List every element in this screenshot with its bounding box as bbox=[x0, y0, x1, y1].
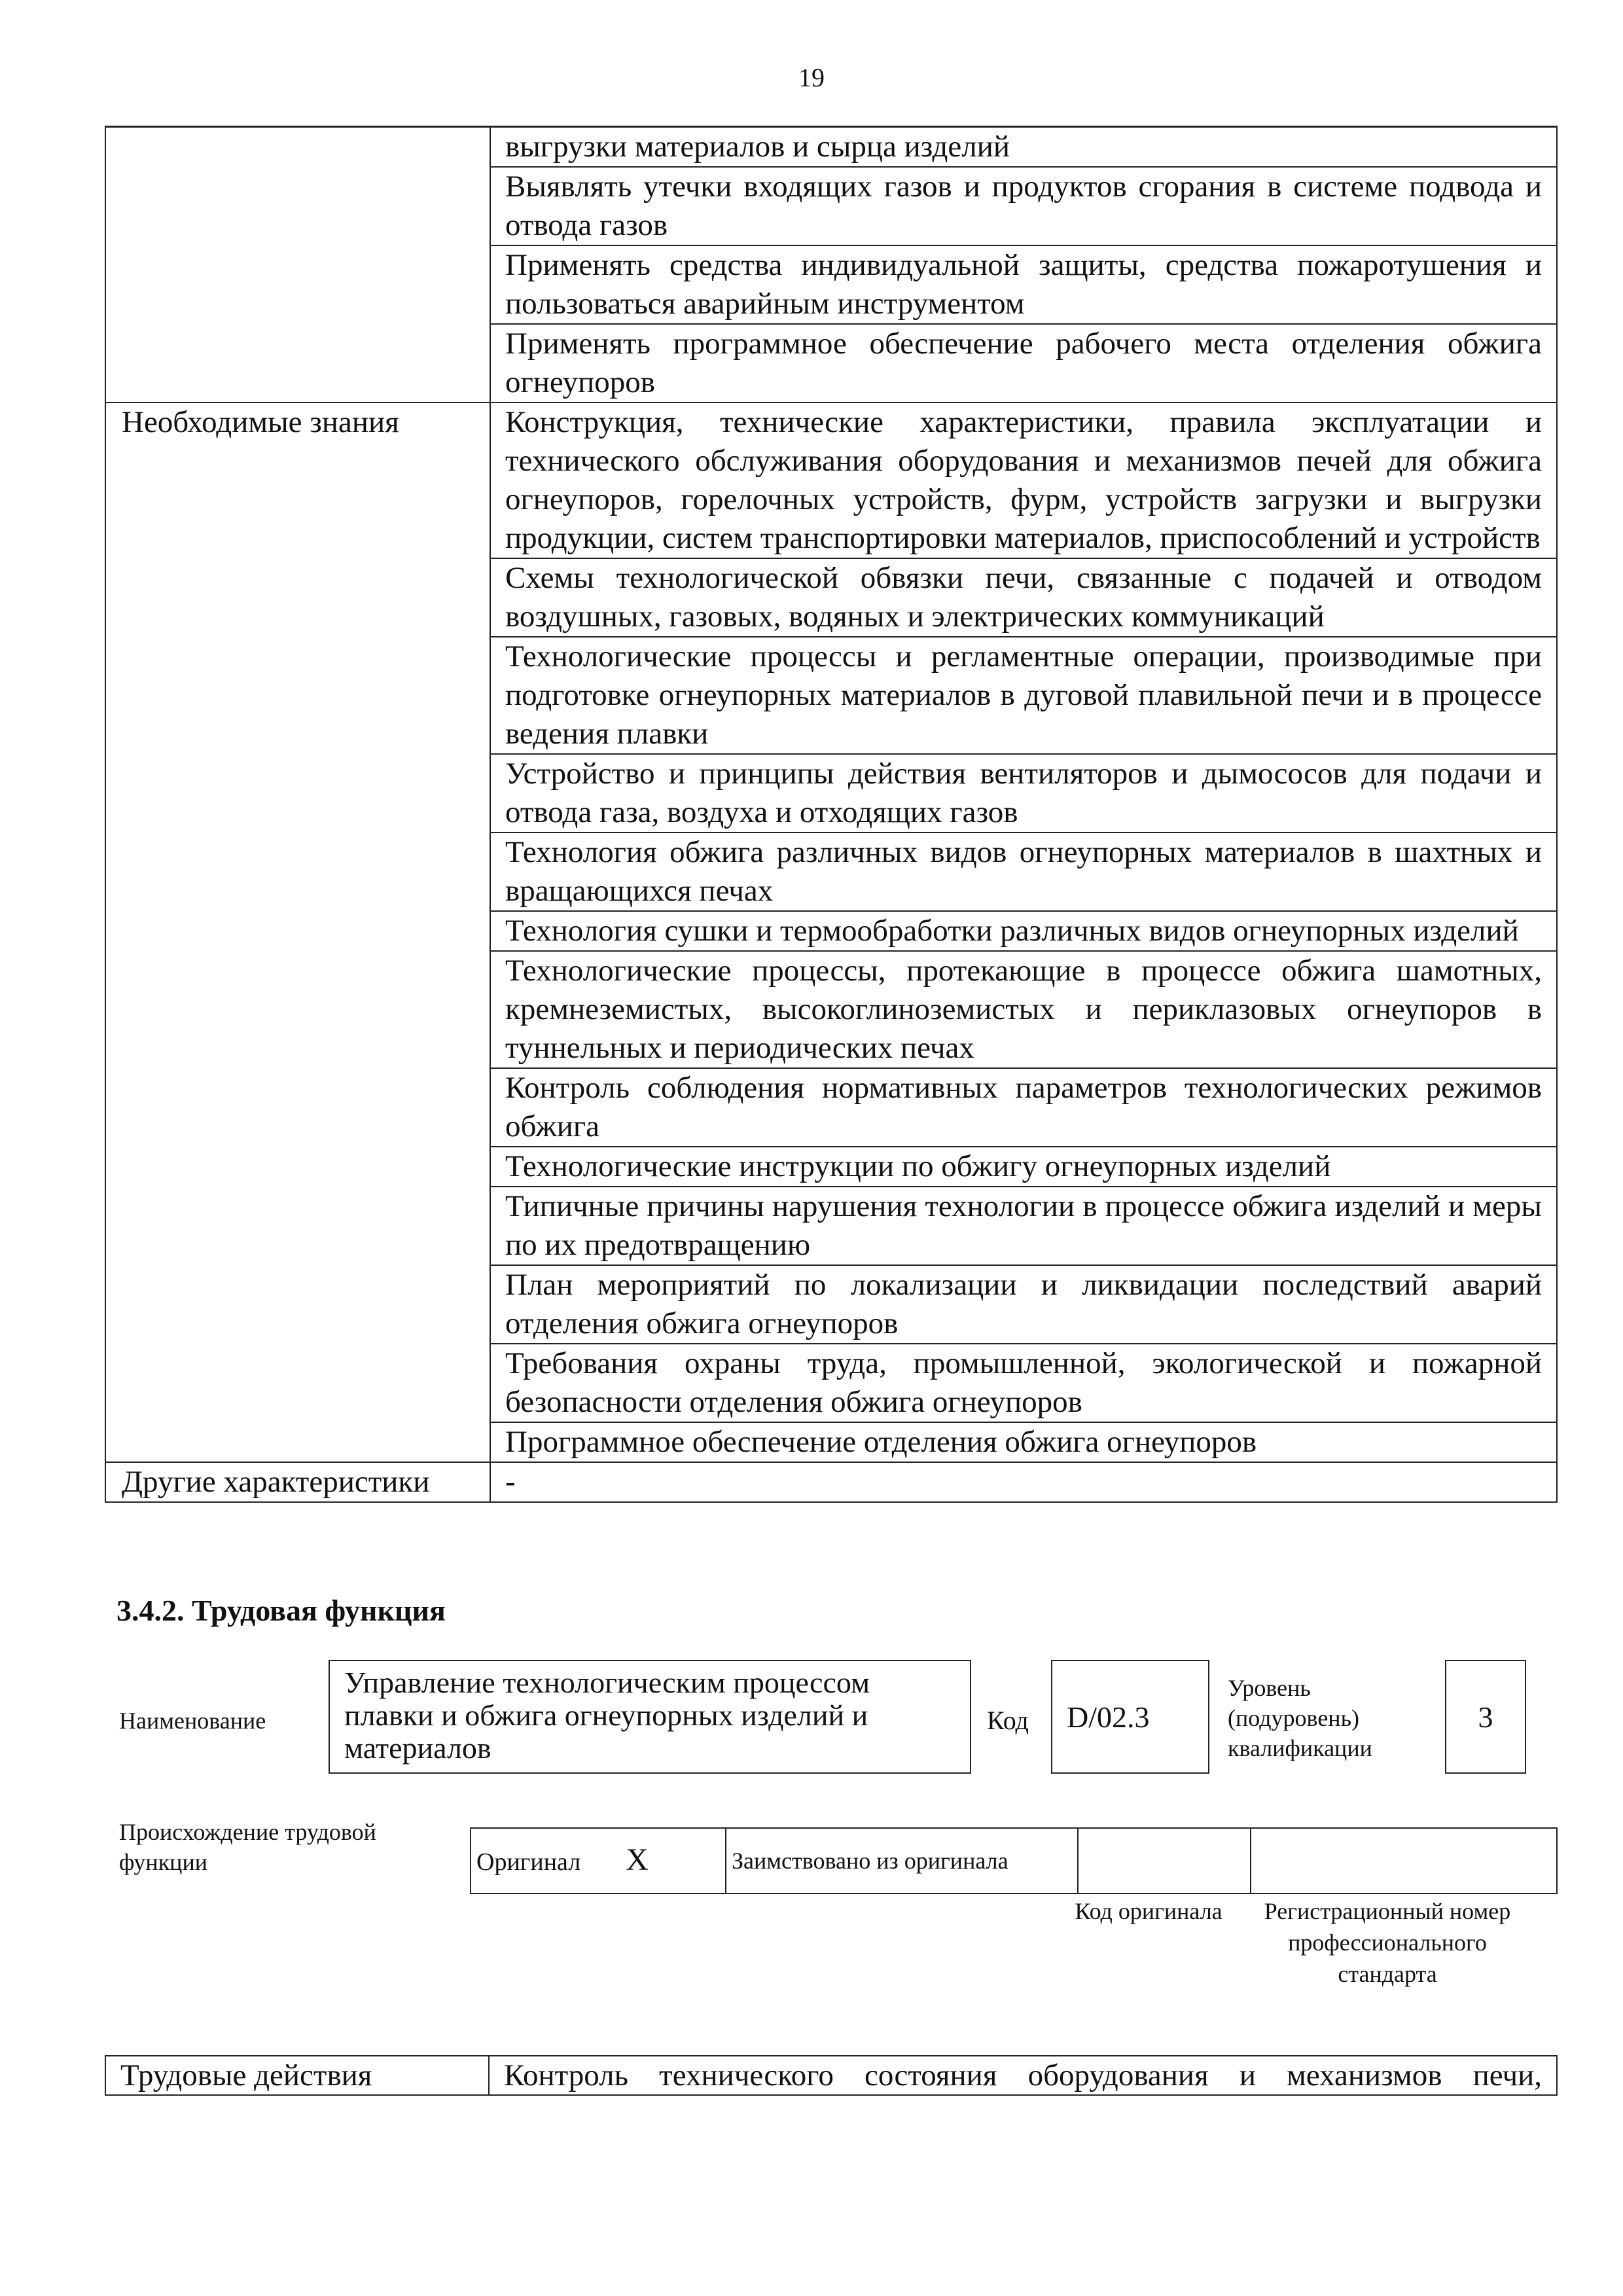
knowledge-item: Технологические процессы, протекающие в процессе обжига шамотных, кремнеземистых, высокоглиноземистых и периклазовых огнеупоров в туннельных и периодических печах bbox=[490, 951, 1557, 1068]
skills-label-cell bbox=[105, 127, 490, 403]
skill-item: выгрузки материалов и сырца изделий bbox=[490, 127, 1557, 168]
code-value-box bbox=[1051, 1660, 1209, 1774]
registration-number-cell bbox=[1251, 1828, 1557, 1893]
code-caption: Код оригинала bbox=[1075, 1898, 1222, 1924]
knowledge-item: План мероприятий по локализации и ликвидации последствий аварий отделения обжига огнеупоров bbox=[490, 1265, 1557, 1344]
original-mark: X bbox=[626, 1842, 649, 1877]
knowledge-item: Типичные причины нарушения технологии в процессе обжига изделий и меры по их предотвращению bbox=[490, 1187, 1557, 1265]
knowledge-item: Технология сушки и термообработки различных видов огнеупорных изделий bbox=[490, 911, 1557, 951]
labor-actions-label: Трудовые действия bbox=[105, 2056, 489, 2095]
knowledge-item: Технологические процессы и регламентные операции, производимые при подготовке огнеупорных материалов в дуговой плавильной печи и в процессе ведения плавки bbox=[490, 637, 1557, 754]
code-label: Код bbox=[987, 1706, 1029, 1735]
name-label: Наименование bbox=[119, 1708, 266, 1734]
other-characteristics-value: - bbox=[490, 1462, 1557, 1502]
knowledge-item: Требования охраны труда, промышленной, экологической и пожарной безопасности отделения обжига огнеупоров bbox=[490, 1344, 1557, 1422]
knowledge-item: Конструкция, технические характеристики, правила эксплуатации и технического обслуживания оборудования и механизмов печей для обжига огнеупоров, горелочных устройств, фурм, устройств загрузки и выгрузки продукции, систем транспортировки материалов, приспособлений и устройств bbox=[490, 403, 1557, 558]
skill-item: Применять программное обеспечение рабочего места отделения обжига огнеупоров bbox=[490, 324, 1557, 403]
section-heading: 3.4.2. Трудовая функция bbox=[116, 1594, 446, 1627]
labor-action-item: Контроль технического состояния оборудования и механизмов печи, bbox=[489, 2056, 1557, 2095]
labor-actions-table bbox=[105, 2055, 1558, 2096]
requirements-table bbox=[105, 126, 1558, 1503]
borrowed-label: Заимствовано из оригинала bbox=[726, 1828, 1078, 1893]
original-cell bbox=[471, 1828, 726, 1893]
level-value: 3 bbox=[1478, 1700, 1493, 1734]
qualification-level-label: Уровень (подуровень) квалификации bbox=[1228, 1675, 1372, 1761]
table-row bbox=[105, 2056, 1557, 2095]
level-value-box bbox=[1445, 1660, 1526, 1774]
code-value: D/02.3 bbox=[1067, 1700, 1150, 1734]
origin-table bbox=[470, 1827, 1558, 1894]
table-row bbox=[105, 1462, 1557, 1502]
knowledge-item: Контроль соблюдения нормативных параметров технологических режимов обжига bbox=[490, 1068, 1557, 1147]
function-name-box bbox=[329, 1660, 971, 1774]
registration-caption: Регистрационный номер профессионального стандарта bbox=[1264, 1898, 1511, 1987]
table-row bbox=[105, 127, 1557, 168]
skill-item: Выявлять утечки входящих газов и продуктов сгорания в системе подвода и отвода газов bbox=[490, 167, 1557, 245]
page-number: 19 bbox=[798, 63, 825, 92]
knowledge-item: Устройство и принципы действия вентиляторов и дымососов для подачи и отвода газа, воздуха и отходящих газов bbox=[490, 754, 1557, 833]
knowledge-label: Необходимые знания bbox=[105, 403, 490, 1462]
original-code-cell bbox=[1078, 1828, 1251, 1893]
knowledge-item: Технологические инструкции по обжигу огнеупорных изделий bbox=[490, 1147, 1557, 1187]
knowledge-item: Схемы технологической обвязки печи, связанные с подачей и отводом воздушных, газовых, водяных и электрических коммуникаций bbox=[490, 558, 1557, 637]
table-row bbox=[471, 1828, 1557, 1893]
skill-item: Применять средства индивидуальной защиты, средства пожаротушения и пользоваться аварийным инструментом bbox=[490, 245, 1557, 324]
knowledge-item: Программное обеспечение отделения обжига огнеупоров bbox=[490, 1422, 1557, 1462]
function-name: Управление технологическим процессом плавки и обжига огнеупорных изделий и материалов bbox=[344, 1666, 870, 1765]
other-characteristics-label: Другие характеристики bbox=[105, 1462, 490, 1502]
knowledge-item: Технология обжига различных видов огнеупорных материалов в шахтных и вращающихся печах bbox=[490, 833, 1557, 911]
table-row bbox=[105, 403, 1557, 558]
origin-label: Происхождение трудовой функции bbox=[119, 1819, 376, 1875]
original-label: Оригинал bbox=[476, 1848, 581, 1876]
